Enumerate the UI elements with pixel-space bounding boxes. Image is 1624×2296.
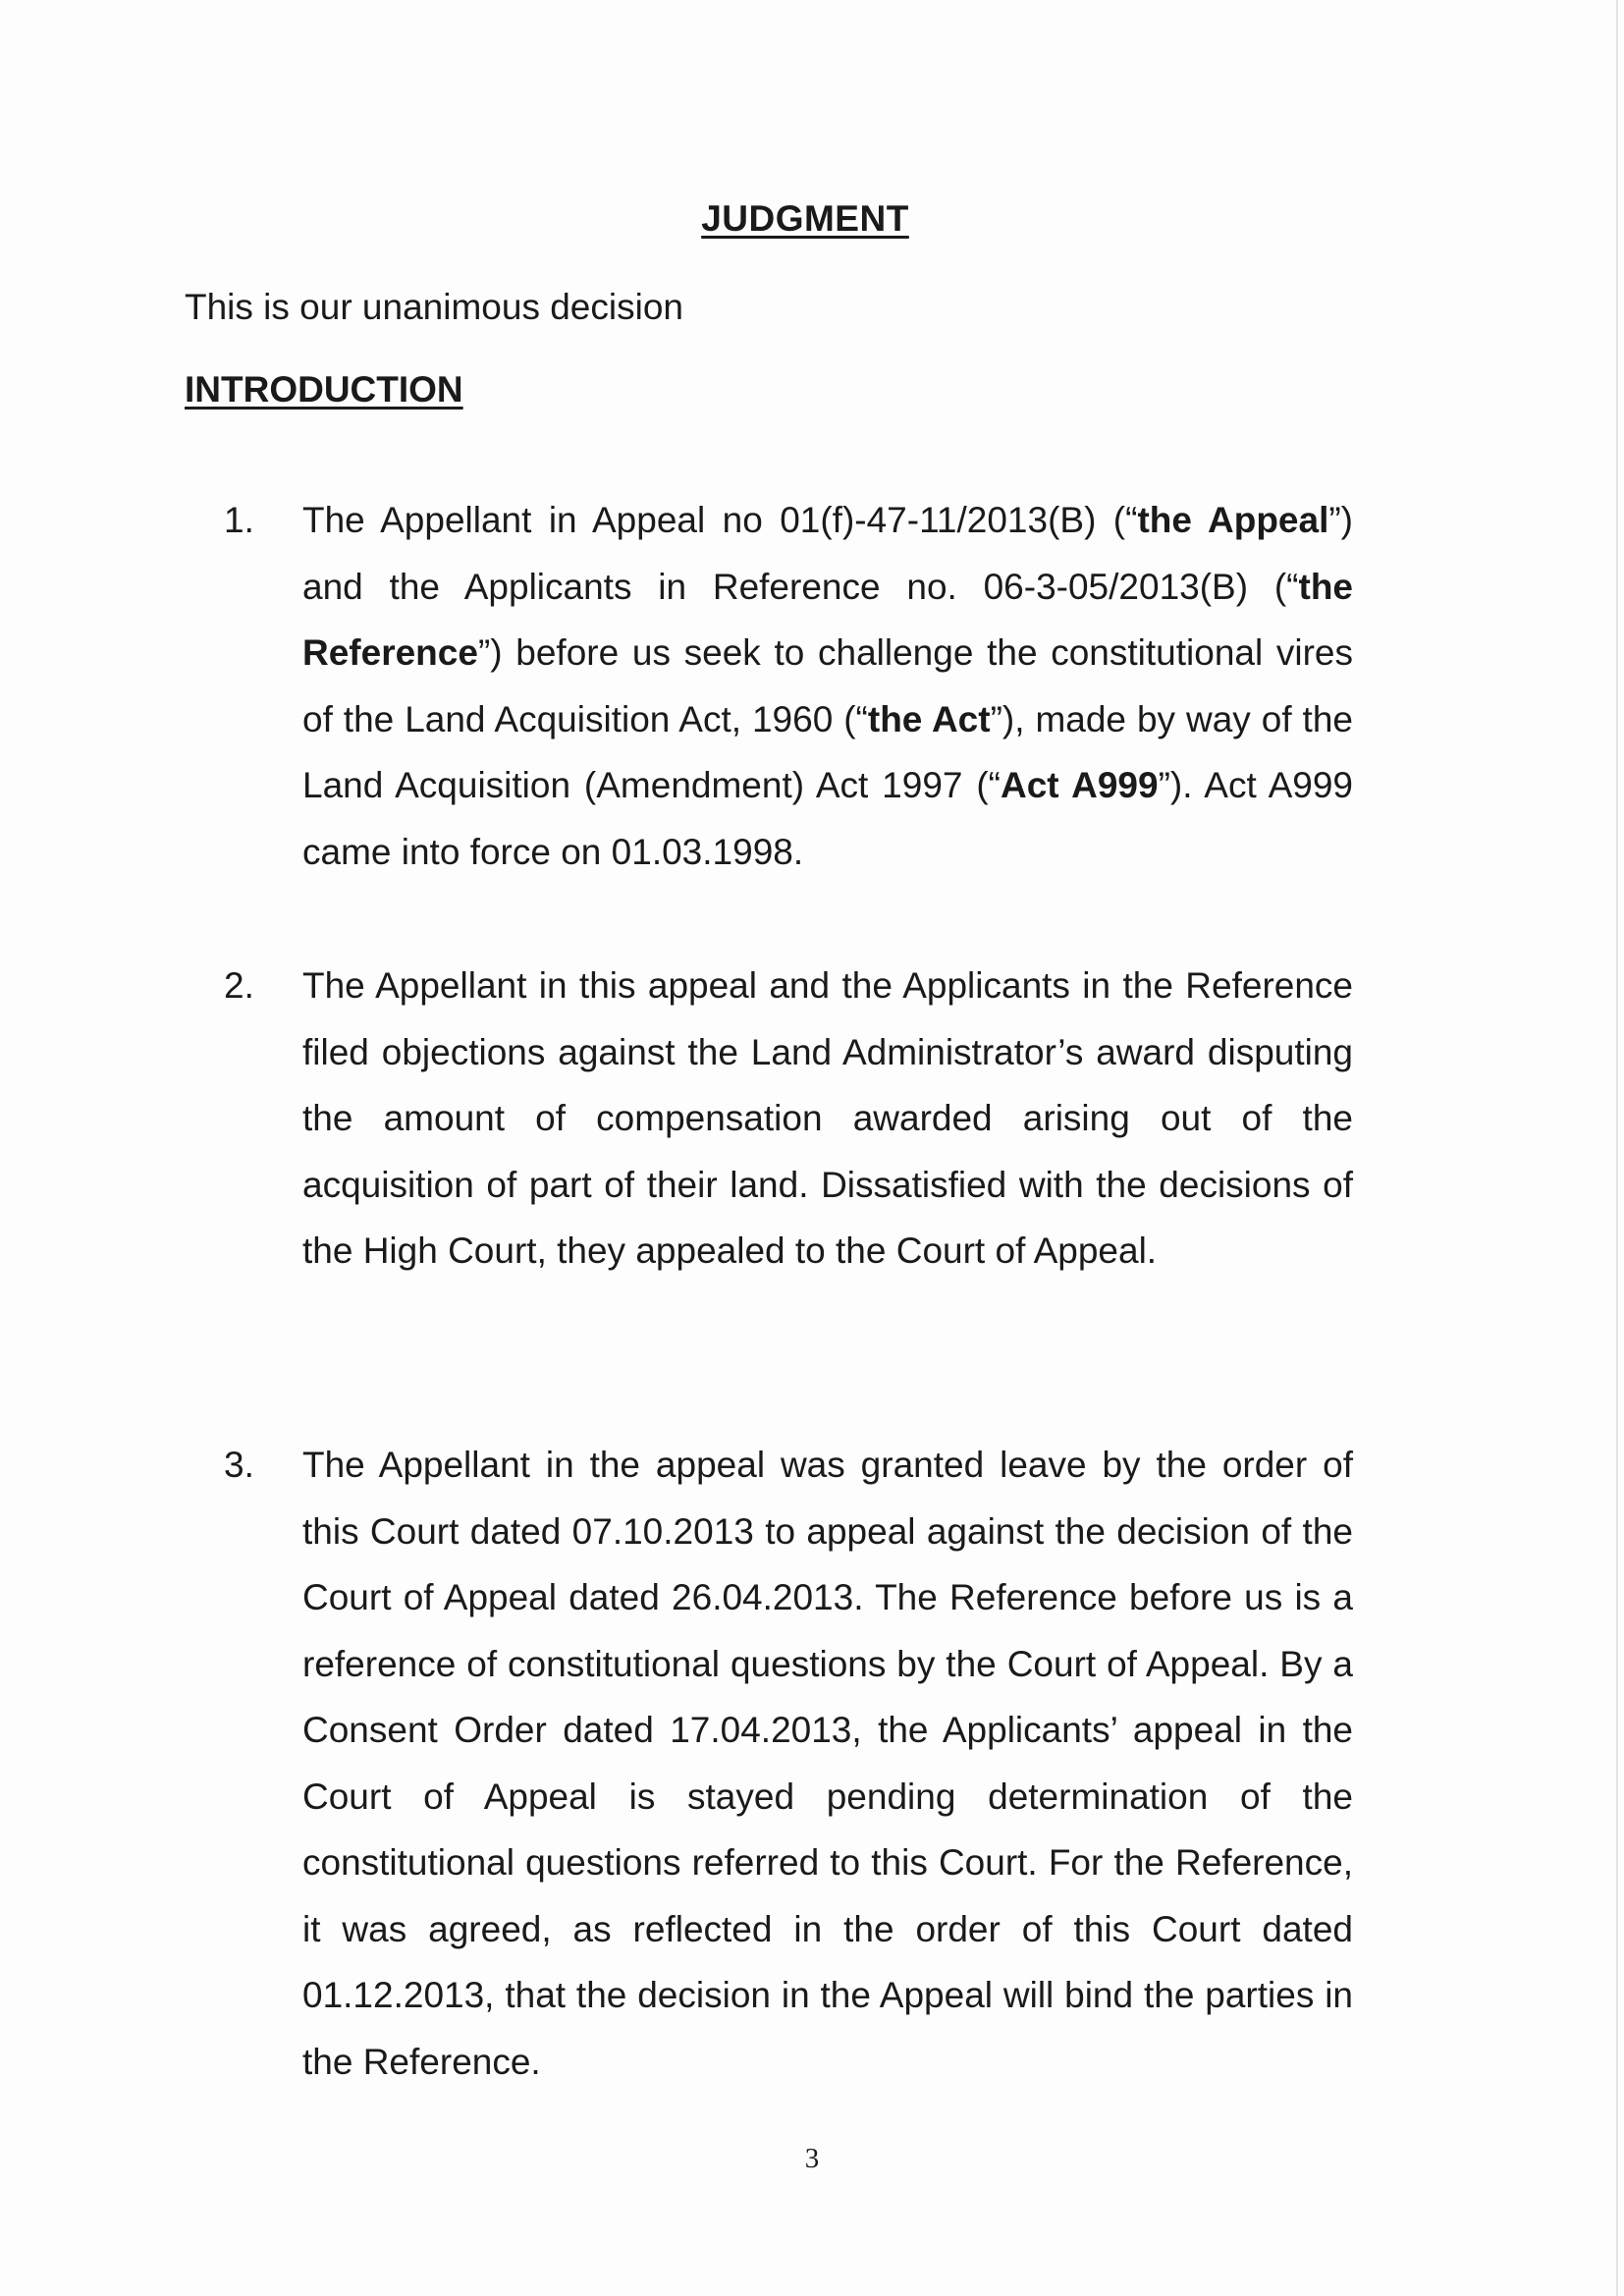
defined-term-the-appeal: the Appeal [1137,500,1329,540]
paragraph-segment: The Appellant in Appeal no 01(f)-47-11/2013(B) (“ [302,500,1138,540]
paragraph-segment: ”) before us seek to challenge the constitutional vires of the Land Acquisition Act, 1960 (“ [302,632,1353,739]
paragraph-text [302,487,1353,885]
paragraph-text [302,1432,1353,2095]
paragraph-segment: ”) and the Applicants in Reference no. 06-3-05/2013(B) (“ [302,500,1354,607]
paragraph-segment: ”). Act A999 came into force on 01.03.1998. [302,765,1353,872]
unanimous-decision-line: This is our unanimous decision [185,287,683,327]
page-edge-shadow [1616,0,1618,2296]
paragraph-text [302,953,1353,1285]
defined-term-the-act: the Act [867,698,991,739]
paragraph-number: 1. [224,500,254,540]
paragraph-segment: ”), made by way of the Land Acquisition (Amendment) Act 1997 (“ [302,698,1353,805]
defined-term-act-a999: Act A999 [1001,765,1159,805]
paragraph-segment: The Appellant in the appeal was granted leave by the order of this Court dated 07.10.2013 to appeal against the decision of the Court of Appeal dated 26.04.2013. The Reference before us is a reference of constitutional questions by the Court of Appeal. By a Consent Order dated 17.04.2013, the Applicants’ appeal in the Court of Appeal is stayed pending determination of the constitutional questions referred to this Court. For the Reference, it was agreed, as reflected in the order of this Court dated 01.12.2013, that the decision in the Appeal will bind the parties in the Reference. [302,1445,1353,2082]
defined-term-the-reference: the Reference [302,566,1353,673]
page-number: 3 [804,2143,820,2174]
paragraph-number: 3. [224,1445,254,1485]
paragraph-number: 2. [224,965,254,1006]
introduction-heading: INTRODUCTION [185,369,463,410]
judgment-heading: JUDGMENT [701,198,909,239]
paragraph-segment: The Appellant in this appeal and the Applicants in the Reference filed objections against the Land Administrator’s award disputing the amount of compensation awarded arising out of the acquisition of part of their land. Dissatisfied with the decisions of the High Court, they appealed to the Court of Appeal. [302,965,1353,1271]
